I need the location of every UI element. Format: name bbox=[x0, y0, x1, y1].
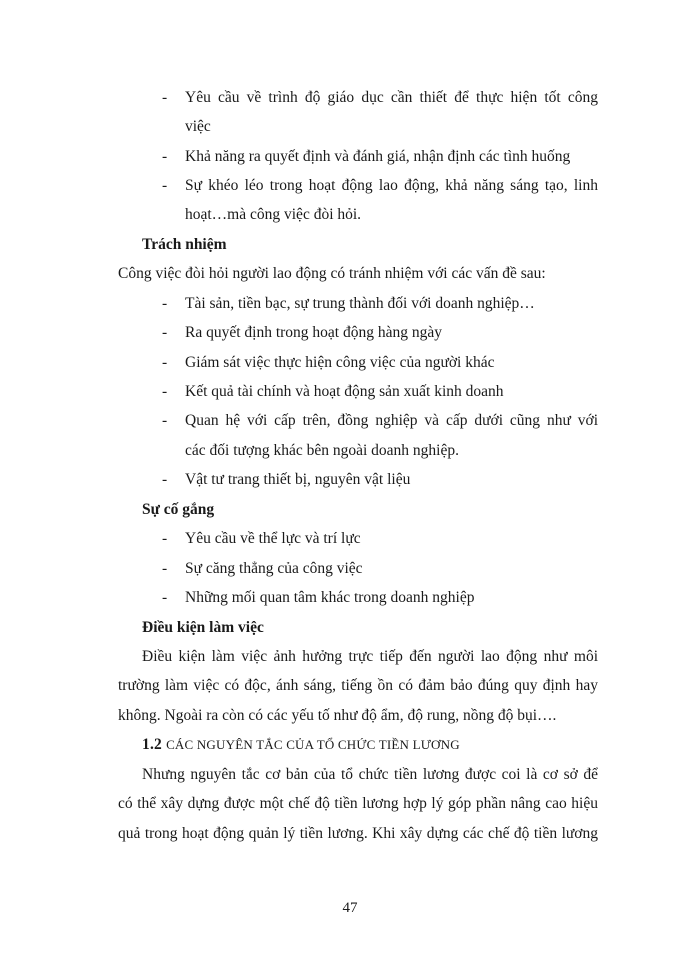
bullet-line: các đối tượng khác bên ngoài doanh nghiệp. bbox=[185, 442, 459, 459]
bullet-line: Kết quả tài chính và hoạt động sản xuất kinh doanh bbox=[185, 383, 504, 400]
paragraph-line: không. Ngoài ra còn có các yếu tố như độ ẩm, độ rung, nồng độ bụi…. bbox=[118, 707, 557, 724]
bullet-dash: - bbox=[162, 560, 168, 577]
bullet-line: Sự khéo léo trong hoạt động lao động, khả năng sáng tạo, linh bbox=[185, 177, 598, 194]
paragraph-line: quả trong hoạt động quản lý tiền lương. Khi xây dựng các chế độ tiền lương bbox=[118, 825, 598, 842]
section-number: 1.2 bbox=[142, 736, 162, 753]
bullet-dash: - bbox=[162, 412, 168, 429]
paragraph-line: Điều kiện làm việc ảnh hưởng trực tiếp đến người lao động như môi bbox=[142, 648, 598, 665]
bullet-line: Vật tư trang thiết bị, nguyên vật liệu bbox=[185, 471, 411, 488]
page-number: 47 bbox=[342, 900, 358, 916]
bullet-line: Những mối quan tâm khác trong doanh nghiệp bbox=[185, 589, 475, 606]
bullet-line: Sự căng thẳng của công việc bbox=[185, 560, 363, 577]
bullet-dash: - bbox=[162, 471, 168, 488]
bullet-dash: - bbox=[162, 148, 168, 165]
intro-paragraph: Công việc đòi hỏi người lao động có tránh nhiệm với các vấn đề sau: bbox=[118, 265, 546, 282]
paragraph-line: có thể xây dựng được một chế độ tiền lương hợp lý góp phần nâng cao hiệu bbox=[118, 795, 598, 812]
bullet-dash: - bbox=[162, 383, 168, 400]
bullet-dash: - bbox=[162, 89, 168, 106]
bullet-line: Giám sát việc thực hiện công việc của người khác bbox=[185, 354, 495, 371]
bullet-line: Yêu cầu về trình độ giáo dục cần thiết để thực hiện tốt công bbox=[185, 89, 598, 106]
bullet-dash: - bbox=[162, 530, 168, 547]
bullet-line: Yêu cầu về thể lực và trí lực bbox=[185, 530, 361, 547]
bullet-line: việc bbox=[185, 118, 211, 135]
bullet-line: Tài sản, tiền bạc, sự trung thành đối với doanh nghiệp… bbox=[185, 295, 535, 312]
heading-dieu-kien-lam-viec: Điều kiện làm việc bbox=[142, 619, 264, 636]
section-heading bbox=[142, 735, 460, 755]
bullet-line: Ra quyết định trong hoạt động hàng ngày bbox=[185, 324, 442, 341]
bullet-dash: - bbox=[162, 324, 168, 341]
bullet-line: Quan hệ với cấp trên, đồng nghiệp và cấp dưới cũng như với bbox=[185, 412, 598, 429]
paragraph-line: trường làm việc có độc, ánh sáng, tiếng ồn có đảm bảo đúng quy định hay bbox=[118, 677, 598, 694]
heading-su-co-gang: Sự cố gắng bbox=[142, 501, 215, 518]
heading-trach-nhiem: Trách nhiệm bbox=[142, 236, 227, 253]
bullet-dash: - bbox=[162, 295, 168, 312]
bullet-line: hoạt…mà công việc đòi hỏi. bbox=[185, 206, 362, 223]
bullet-dash: - bbox=[162, 354, 168, 371]
bullet-dash: - bbox=[162, 177, 168, 194]
bullet-line: Khả năng ra quyết định và đánh giá, nhận định các tình huống bbox=[185, 148, 571, 165]
paragraph-line: Nhưng nguyên tắc cơ bản của tổ chức tiền lương được coi là cơ sở để bbox=[142, 766, 598, 783]
bullet-dash: - bbox=[162, 589, 168, 606]
section-title: CÁC NGUYÊN TẮC CỦA TỔ CHỨC TIỀN LƯƠNG bbox=[166, 737, 460, 752]
